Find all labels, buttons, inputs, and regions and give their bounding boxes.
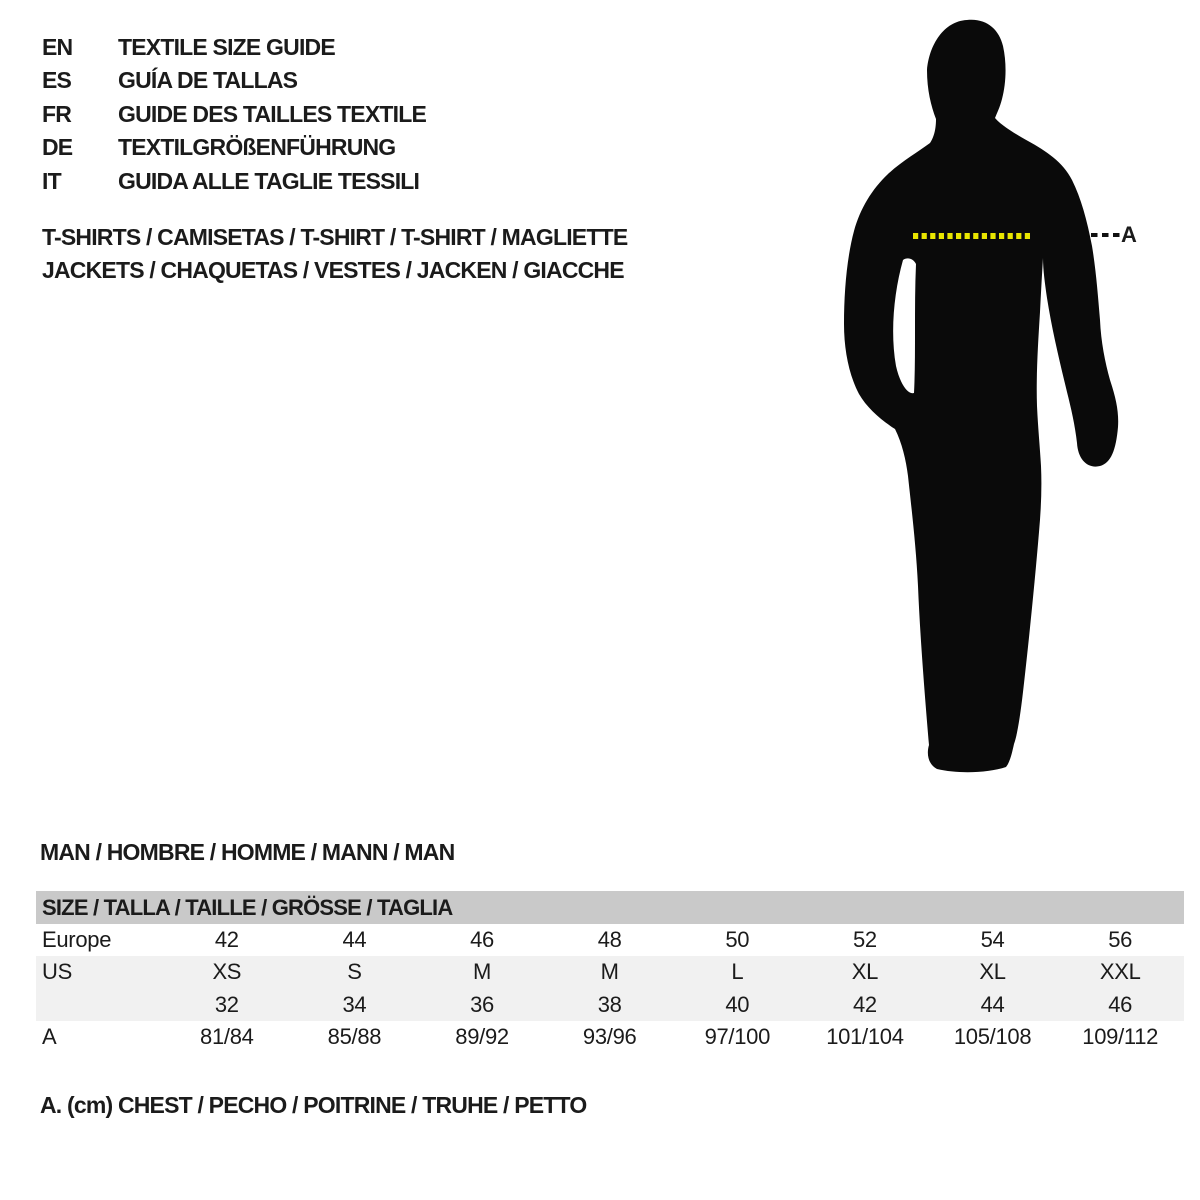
size-cell: M — [473, 959, 492, 985]
size-cell: 38 — [597, 991, 622, 1017]
table-row-us — [36, 956, 1184, 988]
section-heading: MAN / HOMBRE / HOMME / MANN / MAN — [40, 839, 455, 865]
language-row — [42, 64, 426, 97]
size-cell: 93/96 — [582, 1023, 637, 1049]
size-cell: 48 — [597, 927, 622, 952]
size-cell: 52 — [853, 927, 877, 952]
size-cell: XS — [212, 959, 242, 985]
table-row-europe — [36, 924, 1184, 956]
size-cell: L — [731, 959, 744, 985]
size-cell: 105/108 — [953, 1023, 1032, 1049]
size-cell: 42 — [214, 927, 239, 952]
man-silhouette-svg — [820, 0, 1200, 800]
product-line-jackets: JACKETS / CHAQUETAS / VESTES / JACKEN / GIACCHE — [42, 257, 624, 283]
size-cell: XXL — [1099, 959, 1141, 985]
language-label: TEXTILE SIZE GUIDE — [118, 34, 335, 60]
product-line-tshirts: T-SHIRTS / CAMISETAS / T-SHIRT / T-SHIRT / MAGLIETTE — [42, 224, 628, 250]
table-row-us-numeric — [36, 989, 1184, 1021]
size-cell: 54 — [980, 927, 1005, 952]
size-cell: 42 — [853, 991, 877, 1017]
language-row — [42, 31, 426, 64]
measure-label: A — [1121, 222, 1137, 247]
size-table-header: SIZE / TALLA / TAILLE / GRÖSSE / TAGLIA — [36, 891, 1184, 924]
size-table — [36, 891, 1184, 1053]
size-cell: 32 — [214, 991, 239, 1017]
size-cell: 44 — [980, 991, 1005, 1017]
product-categories — [42, 221, 627, 287]
row-label: US — [42, 959, 72, 985]
size-cell: 85/88 — [327, 1023, 382, 1049]
table-row-chest — [36, 1021, 1184, 1053]
size-cell: XL — [851, 959, 879, 985]
language-label: GUIDA ALLE TAGLIE TESSILI — [118, 167, 420, 194]
row-label: Europe — [42, 927, 112, 952]
size-cell: 97/100 — [704, 1023, 771, 1049]
size-cell: 101/104 — [826, 1023, 904, 1049]
measurement-footnote: A. (cm) CHEST / PECHO / POITRINE / TRUHE / PETTO — [40, 1092, 587, 1118]
man-silhouette — [844, 20, 1118, 772]
size-cell: 46 — [470, 927, 494, 952]
size-cell: 50 — [725, 927, 750, 952]
size-cell: 36 — [470, 991, 494, 1017]
language-list — [42, 31, 426, 198]
size-cell: XL — [979, 959, 1006, 985]
language-code: IT — [42, 167, 61, 194]
language-label: GUÍA DE TALLAS — [118, 67, 298, 94]
language-label: TEXTILGRÖßENFÜHRUNG — [118, 134, 396, 161]
size-cell: 40 — [725, 991, 750, 1017]
size-cell: 109/112 — [1082, 1023, 1159, 1049]
size-cell: M — [600, 959, 619, 985]
size-cell: 46 — [1108, 991, 1133, 1017]
size-cell: 89/92 — [455, 1023, 509, 1049]
row-label: A — [42, 1023, 57, 1049]
language-label: GUIDE DES TAILLES TEXTILE — [118, 100, 426, 127]
language-row — [42, 131, 426, 164]
row-label — [36, 989, 163, 1021]
man-silhouette-figure — [820, 0, 1200, 800]
language-code: DE — [42, 134, 73, 161]
language-row — [42, 98, 426, 131]
language-code: EN — [42, 34, 73, 60]
language-code: ES — [42, 67, 72, 94]
language-code: FR — [42, 100, 72, 127]
size-cell: S — [347, 959, 362, 985]
size-cell: 81/84 — [200, 1023, 254, 1049]
size-cell: 56 — [1108, 927, 1133, 952]
size-cell: 34 — [342, 991, 367, 1017]
language-row — [42, 165, 426, 198]
size-cell: 44 — [342, 927, 367, 952]
